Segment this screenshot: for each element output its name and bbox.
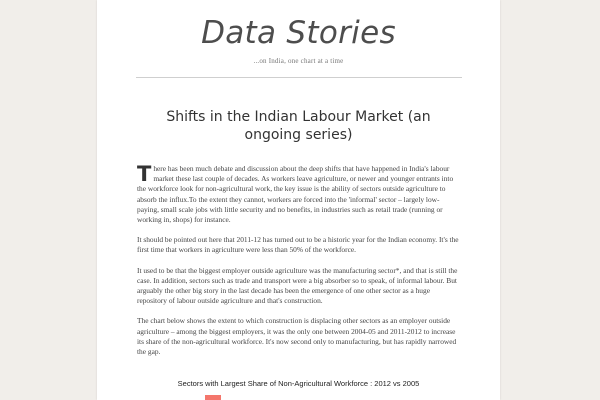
post-paragraph-4: The chart below shows the extent to which construction is displacing other sectors as an employer outside agriculture – among the biggest employers, it was the only one between 2004-05 and 2011-2012 to increase its share of the non-agricultural workforce. It's now second only to manufacturing, but has rapidly narrowed the gap.	[137, 316, 457, 357]
post-paragraph-3: It used to be that the biggest employer outside agriculture was the manufacturing sector*, and that is still the case. In addition, sectors such as trade and transport were a big absorber so to speak, of informal labour. But arguably the other big story in the last decade has been the emergence of one other sector as a huge repository of labour outside agriculture and that's construction.	[137, 265, 458, 306]
chart-title: Sectors with Largest Share of Non-Agricultural Workforce : 2012 vs 2005	[177, 379, 420, 389]
chart-plot-area	[97, 395, 500, 400]
chart	[97, 379, 500, 400]
header-divider	[136, 77, 462, 78]
post-content	[137, 164, 460, 357]
post-title: Shifts in the Indian Labour Market (an ongoing series)	[166, 109, 431, 143]
dropcap-letter: T	[137, 162, 152, 186]
site-description: ...on India, one chart at a time	[253, 57, 344, 65]
site-header	[97, 0, 500, 65]
page-container	[97, 0, 500, 400]
post-paragraph-1: There has been much debate and discussion about the deep shifts that have happened in India's labour market these last couple of decades. As workers leave agriculture, or newer and younger entrants into the workforce look for non-agricultural work, the key issue is the ability of sectors outside agriculture to absorb the influx.To the extent they cannot, workers are forced into the 'informal' sector – largely low-paying, small scale jobs with little security and no benefits, in industries such as retail trade (running or working in, shops) for instance.	[137, 162, 454, 225]
post-paragraph-2: It should be pointed out here that 2011-12 has turned out to be a historic year for the Indian economy. It's the first time that workers in agriculture were less than 50% of the workforce.	[137, 235, 459, 255]
site-title[interactable]: Data Stories	[201, 15, 396, 51]
chart-bar	[205, 395, 221, 400]
